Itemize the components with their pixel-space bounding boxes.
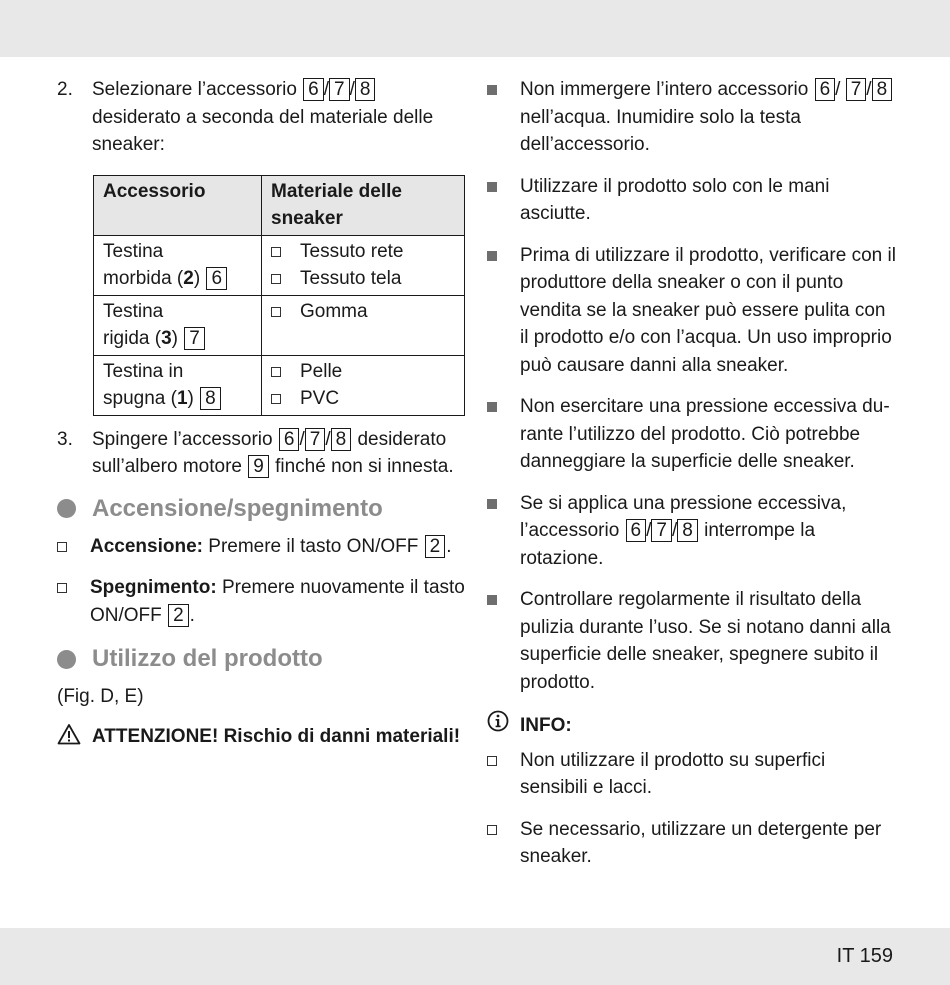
ref-box: 7: [305, 428, 326, 451]
ref-box: 8: [355, 78, 376, 101]
ref-box: 8: [200, 387, 221, 410]
ref-box: 2: [425, 535, 446, 558]
ref-box: 6: [279, 428, 300, 451]
list-item: Non immergere l’intero accessorio 6 / 7 / 8 nell’acqua. Inumidire solo la testa dell’accessorio.: [487, 76, 897, 159]
bullet-square-icon: [487, 402, 497, 412]
warning-text: ATTENZIONE! Rischio di danni materiali!: [92, 725, 461, 747]
ref-box: 9: [248, 455, 269, 478]
footer-band: [0, 928, 950, 985]
checkbox-square-icon: [487, 825, 497, 835]
step-text: desiderato a seconda del materiale delle sneaker:: [92, 106, 434, 155]
step-text: Selezionare l’accessorio: [92, 79, 297, 100]
part-number: 1: [176, 388, 188, 409]
checkbox-square-icon: [271, 274, 281, 284]
bullet-square-icon: [487, 85, 497, 95]
warning-triangle-icon: [57, 723, 92, 754]
ref-box: 8: [677, 519, 698, 542]
checkbox-square-icon: [271, 247, 281, 257]
ref-box: 7: [846, 78, 867, 101]
table-row: Testina in spugna (1) 8 Pelle PVC: [94, 355, 465, 415]
left-column: [57, 76, 467, 753]
material-item: Tessuto tela: [271, 265, 456, 293]
list-item: Accensione: Premere il tasto ON/OFF 2 .: [57, 533, 467, 561]
list-item: Utilizzare il prodotto solo con le mani asciutte.: [487, 173, 897, 228]
checkbox-square-icon: [57, 542, 67, 552]
checkbox-square-icon: [487, 756, 497, 766]
bullet-square-icon: [487, 182, 497, 192]
warning-notice: [57, 723, 467, 754]
item-label: Accensione:: [90, 535, 203, 557]
material-item: Gomma: [271, 298, 456, 326]
list-item: Spegnimento: Premere nuovamente il tasto ON/OFF 2 .: [57, 574, 467, 629]
page-number: IT 159: [836, 945, 893, 967]
bullet-square-icon: [487, 595, 497, 605]
section-heading-usage: Utilizzo del prodotto: [57, 643, 467, 675]
accessory-name: Testina: [103, 300, 164, 322]
ref-box: 8: [331, 428, 352, 451]
table-header-row: [94, 175, 465, 235]
accessory-table: [93, 175, 465, 416]
checkbox-square-icon: [57, 583, 67, 593]
accessory-name: Testina: [103, 240, 164, 262]
list-item: Prima di utilizzare il prodotto, verificare con il produttore della sneaker o con il punto vendita se la sneaker può essere pulita con il prodotto e/o con l’acqua. Un uso improprio può causare danni alla sneaker.: [487, 242, 897, 380]
bullet-square-icon: [487, 499, 497, 509]
ref-box: 7: [184, 327, 205, 350]
step-text: finché non si innesta.: [275, 456, 454, 477]
material-item: Tessuto rete: [271, 238, 456, 266]
table-header: Materiale delle sneaker: [262, 175, 465, 235]
right-column: [487, 76, 897, 885]
checkbox-square-icon: [271, 367, 281, 377]
material-item: Pelle: [271, 358, 456, 386]
ref-box: 6: [626, 519, 647, 542]
bullet-dot-icon: [57, 650, 76, 669]
ref-box: 6: [206, 267, 227, 290]
part-number: 2: [183, 268, 194, 289]
list-item: Se necessario, utilizzare un detergente per sneaker.: [487, 816, 897, 871]
info-heading: INFO:: [487, 710, 897, 741]
accessory-name: Testina in: [103, 360, 184, 382]
info-icon: [487, 710, 520, 741]
header-band: [0, 0, 950, 57]
ref-box: 2: [168, 604, 189, 627]
checkbox-square-icon: [271, 307, 281, 317]
list-item: Non esercitare una pressione eccessiva durante l’utilizzo del prodotto. Ciò potrebbe danneggiare la superficie delle sneaker.: [487, 393, 897, 476]
list-item: Non utilizzare il prodotto su superfici sensibili e lacci.: [487, 747, 897, 802]
step-text: Spingere l’accessorio: [92, 428, 273, 450]
step-text: desiderato sull’albero motore: [92, 428, 447, 477]
ref-box: 7: [651, 519, 672, 542]
table-header: Accessorio: [94, 175, 262, 235]
checkbox-square-icon: [271, 394, 281, 404]
ref-box: 7: [329, 78, 350, 101]
list-item: Se si applica una pressione eccessiva, l’accessorio 6 / 7 / 8 interrompe la rotazione.: [487, 490, 897, 573]
ref-box: 8: [872, 78, 893, 101]
table-row: Testina morbida (2) 6 Tessuto rete Tessuto tela: [94, 235, 465, 295]
step-2: 2. Selezionare l’accessorio 6 / 7 / 8 desiderato a seconda del materiale delle sneaker:: [57, 76, 467, 159]
list-item: Controllare regolarmente il risultato della pulizia durante l’uso. Se si notano danni alla superficie delle sneaker, spegnere subito il prodotto.: [487, 586, 897, 696]
ref-box: 6: [815, 78, 836, 101]
step-number: 2.: [57, 79, 73, 100]
ref-box: 6: [303, 78, 324, 101]
step-3: 3. Spingere l’accessorio 6 / 7 / 8 desiderato sull’albero motore 9 finché non si innesta.: [57, 426, 467, 481]
figure-reference: (Fig. D, E): [57, 686, 144, 707]
bullet-square-icon: [487, 251, 497, 261]
item-label: Spegnimento:: [90, 577, 217, 598]
part-number: 3: [161, 328, 172, 349]
material-item: PVC: [271, 385, 456, 413]
step-number: 3.: [57, 428, 73, 450]
bullet-dot-icon: [57, 499, 76, 518]
table-row: Testina rigida (3) 7 Gomma: [94, 295, 465, 355]
section-heading-power: Accensione/spegnimento: [57, 493, 467, 525]
